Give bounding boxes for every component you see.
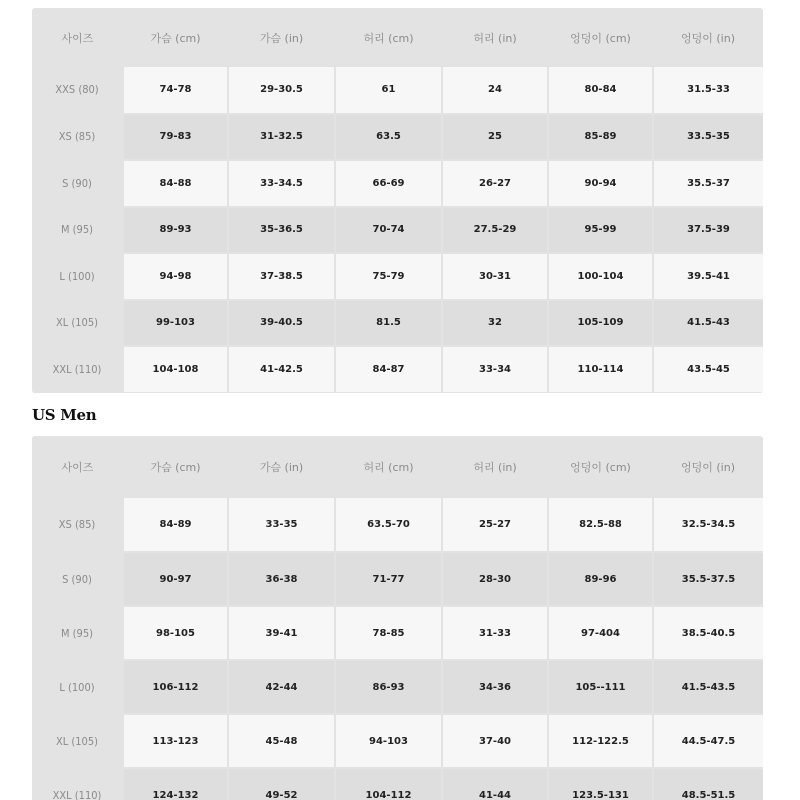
table-cell: 81.5 xyxy=(335,300,442,347)
table-row xyxy=(32,660,763,714)
size-label: XXS (80) xyxy=(32,67,123,114)
table-header-row xyxy=(32,436,763,498)
header-chest-in: 가슴 (in) xyxy=(228,8,335,67)
table-cell: 39.5-41 xyxy=(653,253,763,300)
table-cell: 41.5-43 xyxy=(653,300,763,347)
size-label: XXL (110) xyxy=(32,768,123,800)
size-label: L (100) xyxy=(32,660,123,714)
table-cell: 48.5-51.5 xyxy=(653,768,763,800)
size-label: XS (85) xyxy=(32,498,123,552)
table-header-row xyxy=(32,8,763,67)
table-cell: 99-103 xyxy=(123,300,228,347)
table-row xyxy=(32,552,763,606)
table-cell: 30-31 xyxy=(442,253,548,300)
table-cell: 37-40 xyxy=(442,714,548,768)
table-cell: 31-32.5 xyxy=(228,114,335,161)
table-cell: 89-93 xyxy=(123,207,228,254)
table-row xyxy=(32,346,763,393)
table-cell: 105-109 xyxy=(548,300,653,347)
table-cell: 66-69 xyxy=(335,160,442,207)
table-cell: 37-38.5 xyxy=(228,253,335,300)
table-cell: 61 xyxy=(335,67,442,114)
table-cell: 39-40.5 xyxy=(228,300,335,347)
table-cell: 124-132 xyxy=(123,768,228,800)
size-label: M (95) xyxy=(32,207,123,254)
size-label: XXL (110) xyxy=(32,346,123,393)
header-size: 사이즈 xyxy=(32,436,123,498)
table-cell: 71-77 xyxy=(335,552,442,606)
header-chest-in: 가슴 (in) xyxy=(228,436,335,498)
table-cell: 106-112 xyxy=(123,660,228,714)
table-cell: 24 xyxy=(442,67,548,114)
size-table xyxy=(32,436,763,800)
table-cell: 112-122.5 xyxy=(548,714,653,768)
size-label: S (90) xyxy=(32,552,123,606)
table-cell: 33-34.5 xyxy=(228,160,335,207)
table-cell: 42-44 xyxy=(228,660,335,714)
table-cell: 113-123 xyxy=(123,714,228,768)
table-cell: 39-41 xyxy=(228,606,335,660)
size-label: S (90) xyxy=(32,160,123,207)
table-cell: 49-52 xyxy=(228,768,335,800)
table-cell: 89-96 xyxy=(548,552,653,606)
size-label: XL (105) xyxy=(32,714,123,768)
table-cell: 25 xyxy=(442,114,548,161)
size-label: XL (105) xyxy=(32,300,123,347)
size-label: XS (85) xyxy=(32,114,123,161)
size-table-general xyxy=(32,8,763,393)
header-waist-cm: 허리 (cm) xyxy=(335,436,442,498)
table-cell: 84-89 xyxy=(123,498,228,552)
table-cell: 63.5-70 xyxy=(335,498,442,552)
size-label: L (100) xyxy=(32,253,123,300)
table-row xyxy=(32,207,763,254)
table-cell: 41-44 xyxy=(442,768,548,800)
table-cell: 79-83 xyxy=(123,114,228,161)
table-cell: 33-34 xyxy=(442,346,548,393)
header-waist-in: 허리 (in) xyxy=(442,8,548,67)
header-waist-in: 허리 (in) xyxy=(442,436,548,498)
table-cell: 38.5-40.5 xyxy=(653,606,763,660)
table-cell: 105--111 xyxy=(548,660,653,714)
table-cell: 95-99 xyxy=(548,207,653,254)
table-cell: 32.5-34.5 xyxy=(653,498,763,552)
table-cell: 43.5-45 xyxy=(653,346,763,393)
table-row xyxy=(32,606,763,660)
header-chest-cm: 가슴 (cm) xyxy=(123,436,228,498)
table-cell: 123.5-131 xyxy=(548,768,653,800)
table-cell: 35.5-37 xyxy=(653,160,763,207)
table-cell: 100-104 xyxy=(548,253,653,300)
header-hip-in: 엉덩이 (in) xyxy=(653,436,763,498)
section-title-us-men: US Men xyxy=(32,406,97,424)
table-row xyxy=(32,768,763,800)
table-cell: 82.5-88 xyxy=(548,498,653,552)
table-cell: 32 xyxy=(442,300,548,347)
table-cell: 63.5 xyxy=(335,114,442,161)
table-cell: 84-88 xyxy=(123,160,228,207)
table-cell: 26-27 xyxy=(442,160,548,207)
table-cell: 110-114 xyxy=(548,346,653,393)
table-cell: 78-85 xyxy=(335,606,442,660)
table-cell: 44.5-47.5 xyxy=(653,714,763,768)
table-cell: 74-78 xyxy=(123,67,228,114)
table-cell: 25-27 xyxy=(442,498,548,552)
table-cell: 35-36.5 xyxy=(228,207,335,254)
table-cell: 90-94 xyxy=(548,160,653,207)
size-table xyxy=(32,8,763,393)
size-table-us-men xyxy=(32,436,763,800)
table-cell: 94-98 xyxy=(123,253,228,300)
table-cell: 97-404 xyxy=(548,606,653,660)
header-size: 사이즈 xyxy=(32,8,123,67)
table-cell: 31-33 xyxy=(442,606,548,660)
table-cell: 37.5-39 xyxy=(653,207,763,254)
table-row xyxy=(32,714,763,768)
table-row xyxy=(32,114,763,161)
table-cell: 29-30.5 xyxy=(228,67,335,114)
table-cell: 41-42.5 xyxy=(228,346,335,393)
table-cell: 27.5-29 xyxy=(442,207,548,254)
table-cell: 104-112 xyxy=(335,768,442,800)
header-waist-cm: 허리 (cm) xyxy=(335,8,442,67)
table-cell: 86-93 xyxy=(335,660,442,714)
table-cell: 33-35 xyxy=(228,498,335,552)
table-cell: 90-97 xyxy=(123,552,228,606)
table-cell: 45-48 xyxy=(228,714,335,768)
table-row xyxy=(32,300,763,347)
table-cell: 94-103 xyxy=(335,714,442,768)
table-cell: 104-108 xyxy=(123,346,228,393)
table-row xyxy=(32,67,763,114)
table-cell: 98-105 xyxy=(123,606,228,660)
header-hip-cm: 엉덩이 (cm) xyxy=(548,8,653,67)
table-cell: 28-30 xyxy=(442,552,548,606)
table-cell: 85-89 xyxy=(548,114,653,161)
table-cell: 70-74 xyxy=(335,207,442,254)
table-cell: 36-38 xyxy=(228,552,335,606)
table-cell: 80-84 xyxy=(548,67,653,114)
table-cell: 33.5-35 xyxy=(653,114,763,161)
table-cell: 41.5-43.5 xyxy=(653,660,763,714)
table-cell: 35.5-37.5 xyxy=(653,552,763,606)
header-chest-cm: 가슴 (cm) xyxy=(123,8,228,67)
table-row xyxy=(32,498,763,552)
size-label: M (95) xyxy=(32,606,123,660)
table-cell: 31.5-33 xyxy=(653,67,763,114)
header-hip-cm: 엉덩이 (cm) xyxy=(548,436,653,498)
table-cell: 75-79 xyxy=(335,253,442,300)
header-hip-in: 엉덩이 (in) xyxy=(653,8,763,67)
table-row xyxy=(32,160,763,207)
table-cell: 84-87 xyxy=(335,346,442,393)
table-cell: 34-36 xyxy=(442,660,548,714)
table-row xyxy=(32,253,763,300)
